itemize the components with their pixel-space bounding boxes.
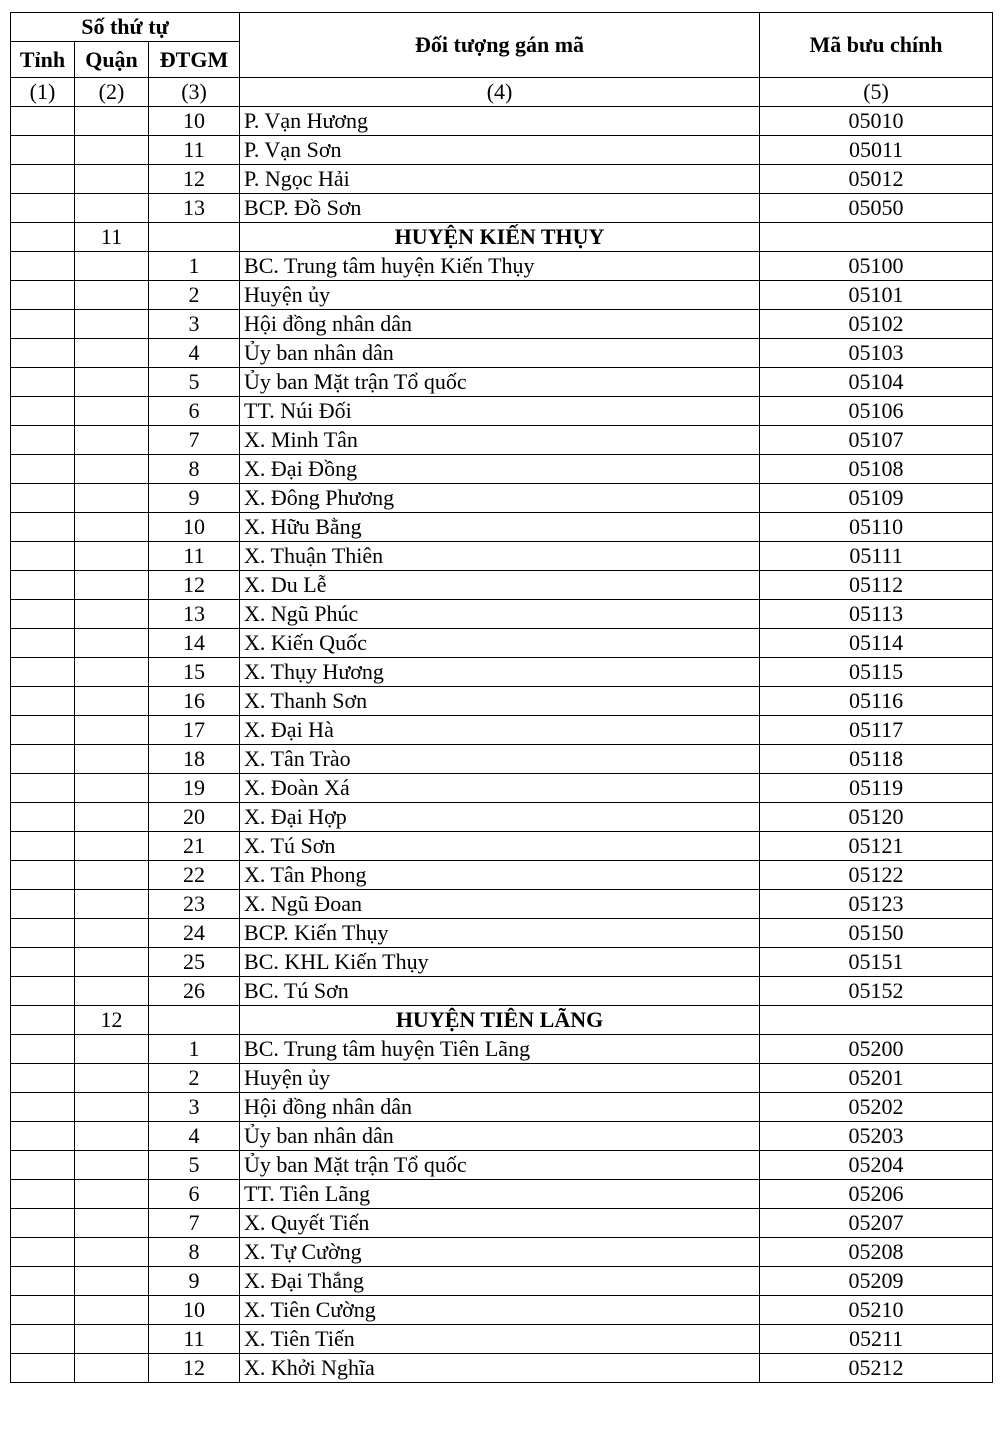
district-number-cell bbox=[75, 1122, 149, 1151]
column-number-2: (2) bbox=[75, 78, 149, 107]
object-name-cell: TT. Núi Đối bbox=[240, 397, 760, 426]
dtgm-cell: 11 bbox=[149, 1325, 240, 1354]
district-number-cell bbox=[75, 1238, 149, 1267]
postcode-cell: 05104 bbox=[760, 368, 993, 397]
postcode-cell: 05152 bbox=[760, 977, 993, 1006]
district-number-cell bbox=[75, 1093, 149, 1122]
province-cell bbox=[11, 919, 75, 948]
district-number-cell: 12 bbox=[75, 1006, 149, 1035]
district-number-cell bbox=[75, 484, 149, 513]
object-name-cell: X. Đông Phương bbox=[240, 484, 760, 513]
table-row bbox=[11, 948, 993, 977]
dtgm-cell: 4 bbox=[149, 1122, 240, 1151]
dtgm-cell: 23 bbox=[149, 890, 240, 919]
table-row bbox=[11, 977, 993, 1006]
dtgm-cell: 3 bbox=[149, 310, 240, 339]
postcode-cell: 05108 bbox=[760, 455, 993, 484]
table-row bbox=[11, 1238, 993, 1267]
province-cell bbox=[11, 310, 75, 339]
object-name-cell: X. Kiến Quốc bbox=[240, 629, 760, 658]
postcode-cell: 05210 bbox=[760, 1296, 993, 1325]
postcode-cell: 05117 bbox=[760, 716, 993, 745]
district-number-cell bbox=[75, 1267, 149, 1296]
table-row bbox=[11, 1064, 993, 1093]
province-cell bbox=[11, 774, 75, 803]
district-number-cell bbox=[75, 368, 149, 397]
dtgm-cell: 26 bbox=[149, 977, 240, 1006]
district-header-row bbox=[11, 1006, 993, 1035]
province-cell bbox=[11, 107, 75, 136]
object-name-cell: BC. Trung tâm huyện Tiên Lãng bbox=[240, 1035, 760, 1064]
object-name-cell: X. Thanh Sơn bbox=[240, 687, 760, 716]
object-name-cell: X. Tự Cường bbox=[240, 1238, 760, 1267]
dtgm-cell: 6 bbox=[149, 1180, 240, 1209]
postcode-cell: 05209 bbox=[760, 1267, 993, 1296]
postcode-cell: 05115 bbox=[760, 658, 993, 687]
postcode-cell: 05106 bbox=[760, 397, 993, 426]
district-number-cell bbox=[75, 919, 149, 948]
province-cell bbox=[11, 1296, 75, 1325]
dtgm-cell: 13 bbox=[149, 600, 240, 629]
table-row bbox=[11, 1180, 993, 1209]
province-cell bbox=[11, 1093, 75, 1122]
table-header bbox=[11, 13, 993, 107]
table-row bbox=[11, 890, 993, 919]
province-column-header: Tỉnh bbox=[11, 42, 75, 78]
dtgm-cell: 25 bbox=[149, 948, 240, 977]
table-row bbox=[11, 455, 993, 484]
dtgm-cell: 8 bbox=[149, 455, 240, 484]
object-name-cell: X. Hữu Bằng bbox=[240, 513, 760, 542]
table-row bbox=[11, 339, 993, 368]
dtgm-cell: 17 bbox=[149, 716, 240, 745]
province-cell bbox=[11, 1006, 75, 1035]
table-row bbox=[11, 397, 993, 426]
dtgm-cell: 5 bbox=[149, 368, 240, 397]
object-column-header: Đối tượng gán mã bbox=[240, 13, 760, 78]
district-number-cell bbox=[75, 310, 149, 339]
object-name-cell: X. Tiên Tiến bbox=[240, 1325, 760, 1354]
dtgm-cell: 11 bbox=[149, 136, 240, 165]
province-cell bbox=[11, 948, 75, 977]
order-group-header: Số thứ tự bbox=[11, 13, 240, 42]
object-name-cell: P. Vạn Sơn bbox=[240, 136, 760, 165]
district-number-cell bbox=[75, 455, 149, 484]
district-number-cell bbox=[75, 716, 149, 745]
postcode-cell: 05109 bbox=[760, 484, 993, 513]
postcode-cell: 05113 bbox=[760, 600, 993, 629]
postcode-cell: 05050 bbox=[760, 194, 993, 223]
postcode-cell: 05110 bbox=[760, 513, 993, 542]
postcode-cell: 05123 bbox=[760, 890, 993, 919]
dtgm-cell: 10 bbox=[149, 1296, 240, 1325]
district-number-cell bbox=[75, 107, 149, 136]
district-number-cell bbox=[75, 745, 149, 774]
province-cell bbox=[11, 165, 75, 194]
postcode-cell: 05151 bbox=[760, 948, 993, 977]
province-cell bbox=[11, 1180, 75, 1209]
dtgm-cell: 9 bbox=[149, 484, 240, 513]
postcode-cell: 05203 bbox=[760, 1122, 993, 1151]
object-name-cell: BCP. Kiến Thụy bbox=[240, 919, 760, 948]
postcode-cell: 05111 bbox=[760, 542, 993, 571]
dtgm-cell: 15 bbox=[149, 658, 240, 687]
object-name-cell: Huyện ủy bbox=[240, 1064, 760, 1093]
district-number-cell bbox=[75, 1209, 149, 1238]
dtgm-cell: 12 bbox=[149, 1354, 240, 1383]
province-cell bbox=[11, 861, 75, 890]
column-number-5: (5) bbox=[760, 78, 993, 107]
province-cell bbox=[11, 1064, 75, 1093]
district-number-cell bbox=[75, 339, 149, 368]
dtgm-cell: 16 bbox=[149, 687, 240, 716]
district-number-cell bbox=[75, 948, 149, 977]
dtgm-cell: 20 bbox=[149, 803, 240, 832]
object-name-cell: TT. Tiên Lãng bbox=[240, 1180, 760, 1209]
dtgm-cell: 24 bbox=[149, 919, 240, 948]
postcode-cell: 05100 bbox=[760, 252, 993, 281]
province-cell bbox=[11, 252, 75, 281]
postcode-cell: 05200 bbox=[760, 1035, 993, 1064]
district-number-cell bbox=[75, 861, 149, 890]
column-number-4: (4) bbox=[240, 78, 760, 107]
postcode-cell: 05114 bbox=[760, 629, 993, 658]
dtgm-cell: 4 bbox=[149, 339, 240, 368]
district-header-row bbox=[11, 223, 993, 252]
district-number-cell bbox=[75, 832, 149, 861]
province-cell bbox=[11, 890, 75, 919]
table-row bbox=[11, 658, 993, 687]
district-number-cell bbox=[75, 977, 149, 1006]
object-name-cell: BC. Tú Sơn bbox=[240, 977, 760, 1006]
district-number-cell bbox=[75, 1296, 149, 1325]
province-cell bbox=[11, 1151, 75, 1180]
province-cell bbox=[11, 281, 75, 310]
dtgm-cell: 13 bbox=[149, 194, 240, 223]
postcode-cell: 05011 bbox=[760, 136, 993, 165]
postcode-cell: 05102 bbox=[760, 310, 993, 339]
dtgm-column-header: ĐTGM bbox=[149, 42, 240, 78]
district-number-cell bbox=[75, 136, 149, 165]
postcode-cell bbox=[760, 1006, 993, 1035]
object-name-cell: X. Khởi Nghĩa bbox=[240, 1354, 760, 1383]
table-row bbox=[11, 542, 993, 571]
district-number-cell bbox=[75, 1151, 149, 1180]
table-row bbox=[11, 1296, 993, 1325]
postcode-cell: 05204 bbox=[760, 1151, 993, 1180]
dtgm-cell: 1 bbox=[149, 252, 240, 281]
postcode-cell bbox=[760, 223, 993, 252]
dtgm-cell: 6 bbox=[149, 397, 240, 426]
object-name-cell: Ủy ban nhân dân bbox=[240, 339, 760, 368]
postcode-cell: 05118 bbox=[760, 745, 993, 774]
table-row bbox=[11, 252, 993, 281]
province-cell bbox=[11, 397, 75, 426]
column-number-3: (3) bbox=[149, 78, 240, 107]
postcode-cell: 05150 bbox=[760, 919, 993, 948]
postcode-cell: 05103 bbox=[760, 339, 993, 368]
object-name-cell: X. Tân Phong bbox=[240, 861, 760, 890]
province-cell bbox=[11, 745, 75, 774]
district-number-cell bbox=[75, 194, 149, 223]
province-cell bbox=[11, 1209, 75, 1238]
table-row bbox=[11, 745, 993, 774]
province-cell bbox=[11, 368, 75, 397]
postcode-cell: 05211 bbox=[760, 1325, 993, 1354]
table-row bbox=[11, 1325, 993, 1354]
dtgm-cell bbox=[149, 1006, 240, 1035]
dtgm-cell: 1 bbox=[149, 1035, 240, 1064]
table-row bbox=[11, 803, 993, 832]
district-column-header: Quận bbox=[75, 42, 149, 78]
table-row bbox=[11, 1267, 993, 1296]
object-name-cell: X. Đại Hợp bbox=[240, 803, 760, 832]
table-row bbox=[11, 919, 993, 948]
dtgm-cell: 10 bbox=[149, 107, 240, 136]
object-name-cell: BC. KHL Kiến Thụy bbox=[240, 948, 760, 977]
postcode-cell: 05208 bbox=[760, 1238, 993, 1267]
province-cell bbox=[11, 1325, 75, 1354]
table-row bbox=[11, 861, 993, 890]
province-cell bbox=[11, 832, 75, 861]
dtgm-cell: 7 bbox=[149, 426, 240, 455]
postcode-cell: 05101 bbox=[760, 281, 993, 310]
dtgm-cell bbox=[149, 223, 240, 252]
table-row bbox=[11, 136, 993, 165]
dtgm-cell: 8 bbox=[149, 1238, 240, 1267]
table-row bbox=[11, 368, 993, 397]
table-row bbox=[11, 1151, 993, 1180]
postcode-column-header: Mã bưu chính bbox=[760, 13, 993, 78]
postcode-cell: 05206 bbox=[760, 1180, 993, 1209]
table-row bbox=[11, 513, 993, 542]
dtgm-cell: 3 bbox=[149, 1093, 240, 1122]
dtgm-cell: 9 bbox=[149, 1267, 240, 1296]
object-name-cell: X. Đại Hà bbox=[240, 716, 760, 745]
object-name-cell: X. Đại Thắng bbox=[240, 1267, 760, 1296]
dtgm-cell: 2 bbox=[149, 1064, 240, 1093]
district-number-cell bbox=[75, 513, 149, 542]
district-number-cell bbox=[75, 1035, 149, 1064]
object-name-cell: X. Tiên Cường bbox=[240, 1296, 760, 1325]
postcode-cell: 05107 bbox=[760, 426, 993, 455]
district-number-cell bbox=[75, 658, 149, 687]
province-cell bbox=[11, 571, 75, 600]
dtgm-cell: 12 bbox=[149, 571, 240, 600]
postcode-cell: 05202 bbox=[760, 1093, 993, 1122]
dtgm-cell: 5 bbox=[149, 1151, 240, 1180]
table-row bbox=[11, 1093, 993, 1122]
table-row bbox=[11, 600, 993, 629]
object-name-cell: Ủy ban Mặt trận Tổ quốc bbox=[240, 1151, 760, 1180]
province-cell bbox=[11, 803, 75, 832]
province-cell bbox=[11, 484, 75, 513]
province-cell bbox=[11, 629, 75, 658]
province-cell bbox=[11, 339, 75, 368]
district-number-cell bbox=[75, 774, 149, 803]
province-cell bbox=[11, 1354, 75, 1383]
postcode-cell: 05120 bbox=[760, 803, 993, 832]
table-row bbox=[11, 571, 993, 600]
table-row bbox=[11, 1354, 993, 1383]
dtgm-cell: 11 bbox=[149, 542, 240, 571]
district-number-cell bbox=[75, 426, 149, 455]
object-name-cell: P. Vạn Hương bbox=[240, 107, 760, 136]
postcode-cell: 05207 bbox=[760, 1209, 993, 1238]
table-row bbox=[11, 774, 993, 803]
object-name-cell: Ủy ban Mặt trận Tổ quốc bbox=[240, 368, 760, 397]
object-name-cell: Hội đồng nhân dân bbox=[240, 1093, 760, 1122]
object-name-cell: X. Thụy Hương bbox=[240, 658, 760, 687]
object-name-cell: X. Đoàn Xá bbox=[240, 774, 760, 803]
object-name-cell: X. Quyết Tiến bbox=[240, 1209, 760, 1238]
province-cell bbox=[11, 977, 75, 1006]
table-row bbox=[11, 1122, 993, 1151]
province-cell bbox=[11, 513, 75, 542]
table-row bbox=[11, 629, 993, 658]
postcode-cell: 05012 bbox=[760, 165, 993, 194]
object-name-cell: X. Đại Đồng bbox=[240, 455, 760, 484]
table-row bbox=[11, 1209, 993, 1238]
district-number-cell bbox=[75, 542, 149, 571]
dtgm-cell: 14 bbox=[149, 629, 240, 658]
postal-code-table bbox=[10, 12, 993, 1383]
object-name-cell: BCP. Đồ Sơn bbox=[240, 194, 760, 223]
postcode-cell: 05119 bbox=[760, 774, 993, 803]
object-name-cell: Huyện ủy bbox=[240, 281, 760, 310]
district-number-cell bbox=[75, 571, 149, 600]
table-row bbox=[11, 832, 993, 861]
table-row bbox=[11, 194, 993, 223]
province-cell bbox=[11, 716, 75, 745]
object-name-cell: X. Minh Tân bbox=[240, 426, 760, 455]
postcode-cell: 05112 bbox=[760, 571, 993, 600]
dtgm-cell: 18 bbox=[149, 745, 240, 774]
table-row bbox=[11, 426, 993, 455]
province-cell bbox=[11, 194, 75, 223]
postcode-cell: 05121 bbox=[760, 832, 993, 861]
district-number-cell bbox=[75, 687, 149, 716]
table-row bbox=[11, 687, 993, 716]
object-name-cell: Hội đồng nhân dân bbox=[240, 310, 760, 339]
object-name-cell: X. Thuận Thiên bbox=[240, 542, 760, 571]
postcode-cell: 05212 bbox=[760, 1354, 993, 1383]
province-cell bbox=[11, 1267, 75, 1296]
table-body bbox=[11, 107, 993, 1383]
object-name-cell: BC. Trung tâm huyện Kiến Thụy bbox=[240, 252, 760, 281]
table-row bbox=[11, 165, 993, 194]
district-number-cell bbox=[75, 281, 149, 310]
object-name-cell: X. Tú Sơn bbox=[240, 832, 760, 861]
postcode-cell: 05201 bbox=[760, 1064, 993, 1093]
district-number-cell bbox=[75, 600, 149, 629]
district-number-cell bbox=[75, 803, 149, 832]
province-cell bbox=[11, 542, 75, 571]
district-number-cell bbox=[75, 1180, 149, 1209]
object-name-cell: Ủy ban nhân dân bbox=[240, 1122, 760, 1151]
object-name-cell: X. Ngũ Phúc bbox=[240, 600, 760, 629]
province-cell bbox=[11, 223, 75, 252]
dtgm-cell: 19 bbox=[149, 774, 240, 803]
province-cell bbox=[11, 658, 75, 687]
object-name-cell: P. Ngọc Hải bbox=[240, 165, 760, 194]
dtgm-cell: 12 bbox=[149, 165, 240, 194]
province-cell bbox=[11, 426, 75, 455]
district-name-cell: HUYỆN TIÊN LÃNG bbox=[240, 1006, 760, 1035]
postcode-cell: 05122 bbox=[760, 861, 993, 890]
province-cell bbox=[11, 455, 75, 484]
table-row bbox=[11, 1035, 993, 1064]
object-name-cell: X. Ngũ Đoan bbox=[240, 890, 760, 919]
dtgm-cell: 10 bbox=[149, 513, 240, 542]
district-number-cell bbox=[75, 890, 149, 919]
dtgm-cell: 21 bbox=[149, 832, 240, 861]
postcode-cell: 05116 bbox=[760, 687, 993, 716]
district-number-cell bbox=[75, 1064, 149, 1093]
dtgm-cell: 2 bbox=[149, 281, 240, 310]
object-name-cell: X. Tân Trào bbox=[240, 745, 760, 774]
district-number-cell bbox=[75, 1354, 149, 1383]
column-number-1: (1) bbox=[11, 78, 75, 107]
dtgm-cell: 22 bbox=[149, 861, 240, 890]
province-cell bbox=[11, 687, 75, 716]
district-number-cell bbox=[75, 1325, 149, 1354]
district-name-cell: HUYỆN KIẾN THỤY bbox=[240, 223, 760, 252]
province-cell bbox=[11, 136, 75, 165]
district-number-cell: 11 bbox=[75, 223, 149, 252]
table-row bbox=[11, 716, 993, 745]
province-cell bbox=[11, 1238, 75, 1267]
table-row bbox=[11, 107, 993, 136]
table-row bbox=[11, 484, 993, 513]
district-number-cell bbox=[75, 165, 149, 194]
province-cell bbox=[11, 600, 75, 629]
district-number-cell bbox=[75, 629, 149, 658]
province-cell bbox=[11, 1035, 75, 1064]
object-name-cell: X. Du Lễ bbox=[240, 571, 760, 600]
dtgm-cell: 7 bbox=[149, 1209, 240, 1238]
table-row bbox=[11, 281, 993, 310]
table-row bbox=[11, 310, 993, 339]
province-cell bbox=[11, 1122, 75, 1151]
district-number-cell bbox=[75, 252, 149, 281]
district-number-cell bbox=[75, 397, 149, 426]
postcode-cell: 05010 bbox=[760, 107, 993, 136]
